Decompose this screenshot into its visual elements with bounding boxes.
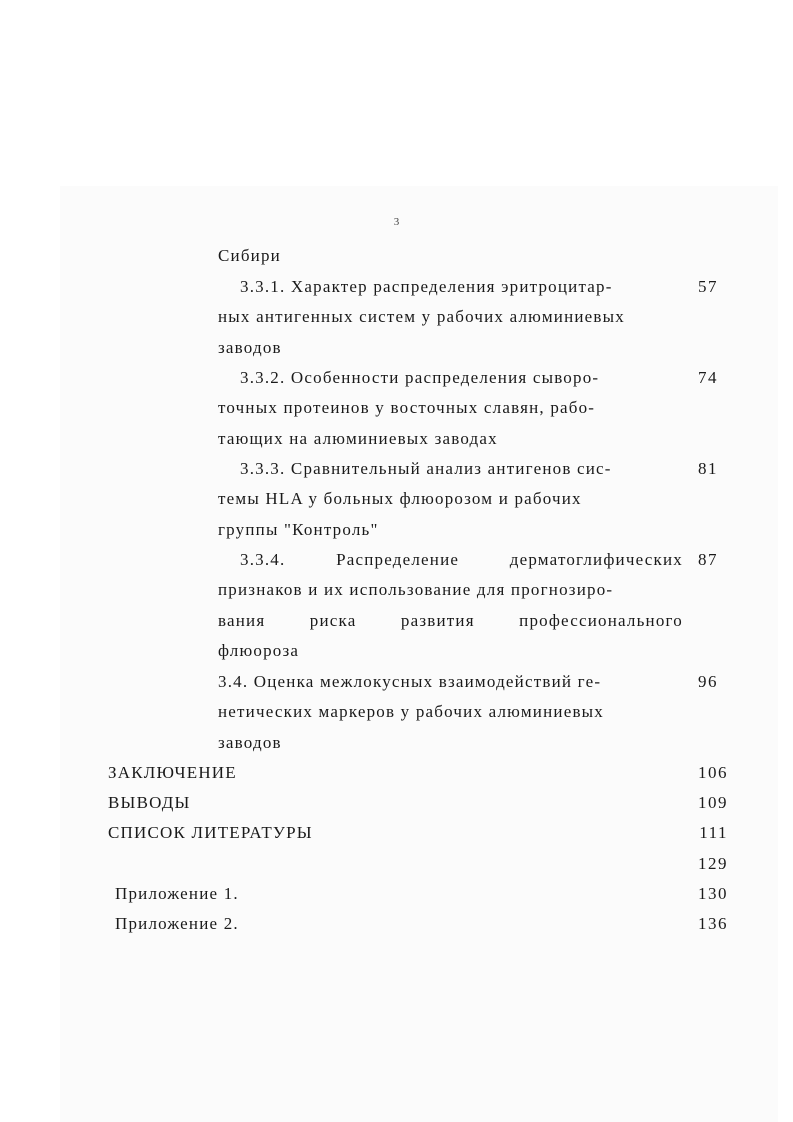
toc-entry-references: СПИСОК ЛИТЕРАТУРЫ — [108, 823, 313, 842]
toc-entry-3-3-3-line1: 3.3.3. Сравнительный анализ антигенов сис- — [240, 459, 612, 478]
toc-entry-3-3-3-line3: группы "Контроль" — [218, 520, 379, 539]
toc-entry-3-3-2-line3: тающих на алюминиевых заводах — [218, 429, 498, 448]
toc-extra-page: 129 — [698, 854, 728, 873]
toc-continuation: Сибири — [218, 246, 281, 265]
toc-entry-3-3-4-line1 — [240, 549, 683, 571]
toc-entry-3-3-1-line3: заводов — [218, 338, 282, 357]
toc-entry-3-4-line2: нетических маркеров у рабочих алюминиевых — [218, 702, 604, 721]
toc-entry-appendix-2: Приложение 2. — [115, 914, 239, 933]
toc-entry-3-3-4-page: 87 — [698, 550, 718, 569]
toc-entry-3-3-4-word: развития — [400, 611, 475, 630]
toc-entry-3-3-1-line2: ных антигенных систем у рабочих алюминиевых — [218, 307, 625, 326]
toc-entry-3-3-4-word: профессионального — [519, 611, 683, 630]
toc-entry-appendix-2-page: 136 — [698, 914, 728, 933]
toc-entry-3-3-2-page: 74 — [698, 368, 718, 387]
toc-entry-3-4-line1: 3.4. Оценка межлокусных взаимодействий ге- — [218, 672, 602, 691]
toc-entry-3-3-4-word: риска — [309, 611, 357, 630]
toc-entry-3-3-2-line2: точных протеинов у восточных славян, рабо- — [218, 398, 596, 417]
toc-entry-3-3-4-word: Распределение — [336, 550, 460, 569]
toc-entry-3-4-page: 96 — [698, 672, 718, 691]
toc-entry-conclusion: ЗАКЛЮЧЕНИЕ — [108, 763, 237, 782]
toc-entry-3-3-1-page: 57 — [698, 277, 718, 296]
toc-entry-3-4-line3: заводов — [218, 733, 282, 752]
toc-entry-appendix-1: Приложение 1. — [115, 884, 239, 903]
toc-entry-3-3-4-word: 3.3.4. — [240, 550, 286, 569]
page-number: 3 — [393, 216, 400, 228]
toc-entry-3-3-4-line3 — [218, 610, 683, 632]
toc-entry-findings: ВЫВОДЫ — [108, 793, 191, 812]
toc-entry-3-3-1-line1: 3.3.1. Характер распределения эритроцитар- — [240, 277, 613, 296]
toc-entry-3-3-3-page: 81 — [698, 459, 718, 478]
toc-entry-findings-page: 109 — [698, 793, 728, 812]
toc-entry-3-3-4-word: вания — [218, 611, 266, 630]
toc-entry-3-3-3-line2: темы HLA у больных флюорозом и рабочих — [218, 489, 582, 508]
toc-entry-conclusion-page: 106 — [698, 763, 728, 782]
toc-entry-references-page: 111 — [699, 823, 728, 842]
toc-entry-3-3-2-line1: 3.3.2. Особенности распределения сыворо- — [240, 368, 600, 387]
toc-entry-appendix-1-page: 130 — [698, 884, 728, 903]
toc-entry-3-3-4-line4: флюороза — [218, 641, 300, 660]
toc-entry-3-3-4-word: дерматоглифических — [509, 550, 683, 569]
toc-entry-3-3-4-line2: признаков и их использование для прогнозиро- — [218, 580, 614, 599]
